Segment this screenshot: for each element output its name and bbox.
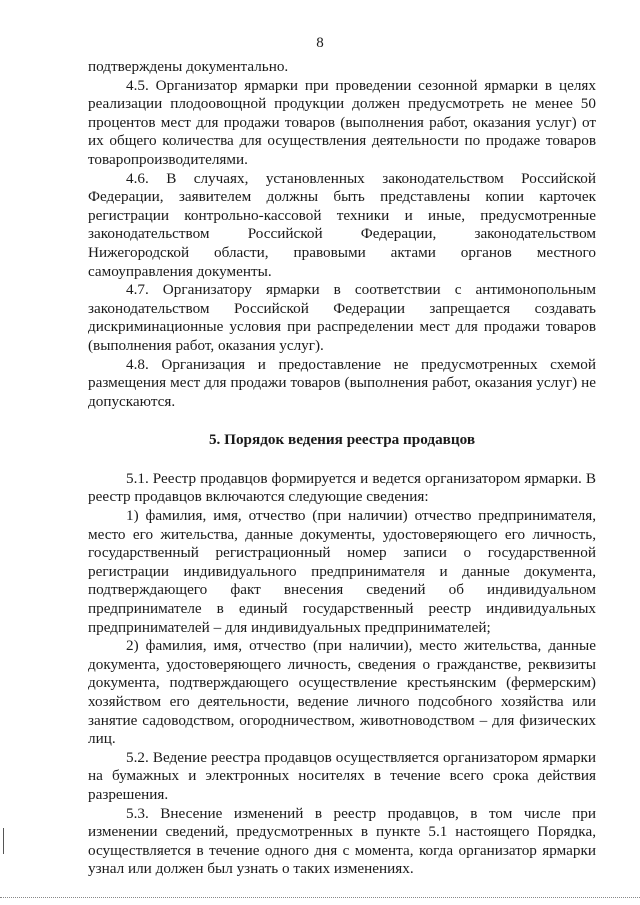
paragraph-continuation: подтверждены документально. [88, 58, 289, 75]
paragraph-5-3: 5.3. Внесение изменений в реестр продавцов, в том числе при изменении сведений, предусмотренных в пункте 5.1 настоящего Порядка, осуществляется в течение одного дня с момента, когда организатор ярмарки узнал или должен был узнать о таких изменениях. [88, 804, 596, 878]
paragraph-5-1: 5.1. Реестр продавцов формируется и ведется организатором ярмарки. В реестр продавцов включаются следующие сведения: [88, 469, 596, 506]
paragraph-5-2: 5.2. Ведение реестра продавцов осуществляется организатором ярмарки на бумажных и электронных носителях в течение всего срока действия разрешения. [88, 748, 596, 803]
paragraph-4-7: 4.7. Организатору ярмарки в соответствии с антимонопольным законодательством Российской Федерации запрещается создавать дискриминационные условия при распределении мест для продажи товаров (выполнения работ, оказания услуг). [88, 281, 596, 354]
list-item-1: 1) фамилия, имя, отчество (при наличии) отчество предпринимателя, место его жительства, данные документы, удостоверяющего его личность, государственный регистрационный номер записи о государственной регистрации индивидуального предпринимателя и данные документа, подтверждающего факт внесения сведений об индивидуальном предпринимателе в единый государственный реестр индивидуальных предпринимателей – для индивидуальных предпринимателей; [88, 507, 596, 636]
section-heading: 5. Порядок ведения реестра продавцов [208, 431, 476, 449]
document-body [88, 58, 596, 879]
paragraph-4-6: 4.6. В случаях, установленных законодательством Российской Федерации, заявителем должны быть представлены копии карточек регистрации контрольно-кассовой техники и иные, предусмотренные законодательством Российской Федерации, законодательством Нижегородской области, правовыми актами органов местного самоуправления документы. [88, 169, 596, 280]
page-number: 8 [316, 35, 324, 51]
paragraph-4-5: 4.5. Организатор ярмарки при проведении сезонной ярмарки в целях реализации плодоовощной продукции должен предусмотреть не менее 50 процентов мест для продажи товаров (выполнения работ, оказания услуг) от их общего количества для осуществления деятельности по продаже товаров товаропроизводителями. [88, 76, 596, 168]
scan-bottom-edge [0, 897, 640, 900]
list-item-2: 2) фамилия, имя, отчество (при наличии), место жительства, данные документа, удостоверяющего личность, сведения о гражданстве, реквизиты документа, подтверждающего осуществление крестьянским (фермерским) хозяйством его деятельности, ведение личного подсобного хозяйства или занятие садоводством, огородничеством, животноводством – для физических лиц. [88, 637, 596, 748]
scan-margin-mark [3, 828, 4, 854]
paragraph-4-8: 4.8. Организация и предоставление не предусмотренных схемой размещения мест для продажи товаров (выполнения работ, оказания услуг) не допускаются. [88, 355, 596, 410]
